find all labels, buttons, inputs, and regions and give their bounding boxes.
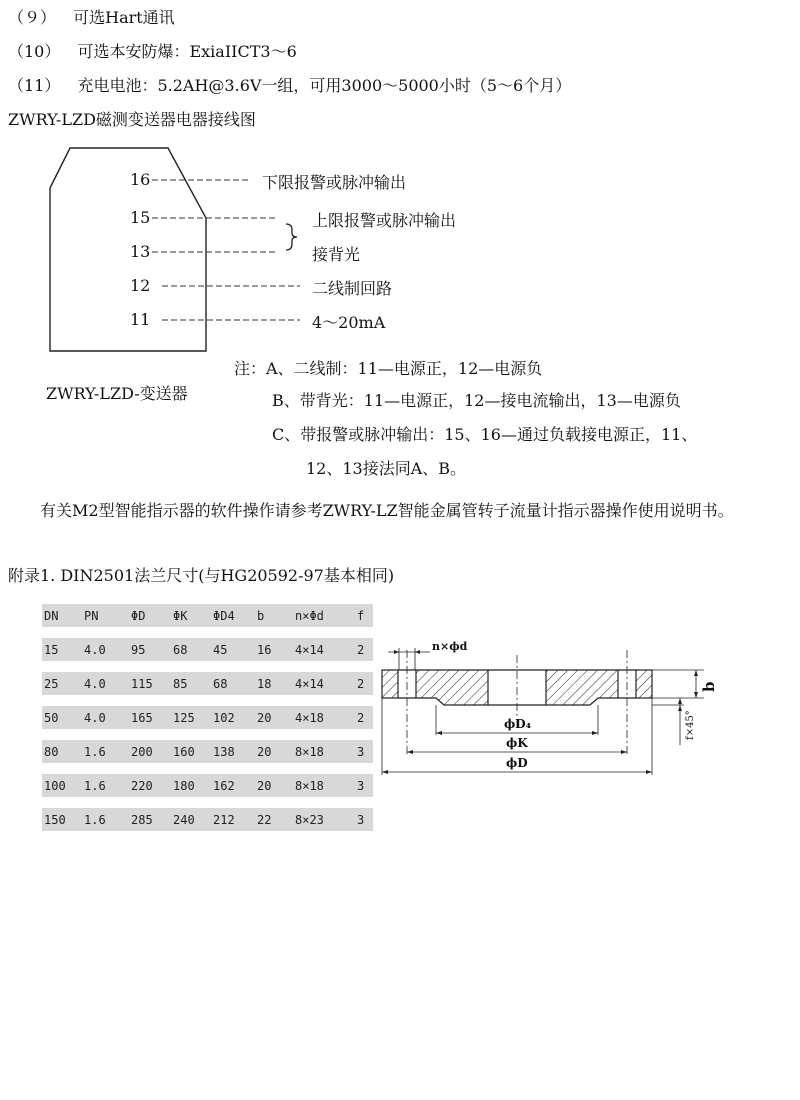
dim-label-k: ϕK	[506, 736, 528, 750]
pin-15: 15	[130, 208, 151, 227]
dim-chamfer	[652, 698, 696, 745]
dim-label-d: ϕD	[506, 756, 528, 770]
table-cell: 20	[257, 778, 272, 793]
table-cell: 4.0	[84, 710, 106, 725]
pin-12: 12	[130, 276, 151, 295]
dim-label-b: b	[700, 681, 718, 692]
table-cell: 18	[257, 676, 272, 691]
dim-label-d4: ϕD₄	[504, 717, 531, 731]
pin-13-desc: 接背光	[312, 245, 361, 264]
table-cell: 165	[131, 710, 153, 725]
table-cell: 125	[173, 710, 195, 725]
feature-text: 充电电池：5.2AH@3.6V一组，可用3000～5000小时（5～6个月）	[77, 76, 572, 95]
table-cell: 85	[173, 676, 188, 691]
table-row	[42, 740, 373, 763]
table-cell: 50	[44, 710, 59, 725]
table-header: b	[257, 608, 265, 623]
feature-text: 可选本安防爆：ExiaIICT3～6	[77, 42, 297, 61]
table-cell: 1.6	[84, 778, 106, 793]
feature-num: （９）	[8, 8, 57, 27]
wiring-title: ZWRY-LZD磁测变送器电器接线图	[8, 110, 256, 129]
table-cell: 15	[44, 642, 59, 657]
table-cell: 8×23	[295, 812, 324, 827]
feature-num: （10）	[8, 42, 61, 61]
pin-11: 11	[130, 310, 151, 329]
table-cell: 3	[357, 744, 365, 759]
table-row	[42, 808, 373, 831]
table-cell: 8×18	[295, 778, 324, 793]
table-cell: 1.6	[84, 744, 106, 759]
software-reference-paragraph: 有关M2型智能指示器的软件操作请参考ZWRY-LZ智能金属管转子流量计指示器操作使用说明书。	[40, 501, 734, 520]
table-cell: 180	[173, 778, 195, 793]
table-cell: 138	[213, 744, 235, 759]
table-cell: 4×14	[295, 676, 324, 691]
pin-15-desc: 上限报警或脉冲输出	[312, 211, 457, 230]
table-cell: 68	[213, 676, 228, 691]
feature-10	[8, 42, 297, 62]
dim-label-chamfer: f×45°	[685, 710, 696, 740]
note-b: B、带背光：11—电源正，12—接电流输出，13—电源负	[272, 391, 681, 410]
flange-drawing	[370, 630, 730, 790]
table-cell: 160	[173, 744, 195, 759]
pin-11-desc: 4～20mA	[312, 313, 386, 332]
dim-thickness	[694, 670, 718, 698]
table-cell: 150	[44, 812, 66, 827]
table-cell: 220	[131, 778, 153, 793]
table-header: ΦD	[131, 608, 146, 623]
table-cell: 2	[357, 710, 365, 725]
table-cell: 3	[357, 778, 365, 793]
table-cell: 1.6	[84, 812, 106, 827]
table-header-row	[42, 604, 373, 627]
table-cell: 3	[357, 812, 365, 827]
note-a: 注：A、二线制：11—电源正，12—电源负	[234, 359, 543, 378]
pin-16: 16	[130, 170, 151, 189]
table-cell: 8×18	[295, 744, 324, 759]
table-header: n×Φd	[295, 608, 324, 623]
brace-icon	[286, 224, 297, 250]
table-row	[42, 638, 373, 661]
table-header: ΦK	[173, 608, 188, 623]
table-cell: 240	[173, 812, 195, 827]
pin-16-desc: 下限报警或脉冲输出	[262, 173, 407, 192]
table-cell: 2	[357, 642, 365, 657]
table-cell: 162	[213, 778, 235, 793]
table-cell: 4.0	[84, 676, 106, 691]
table-header: f	[357, 608, 365, 623]
table-cell: 16	[257, 642, 272, 657]
table-header: ΦD4	[213, 608, 235, 623]
feature-num: （11）	[8, 76, 61, 95]
note-c-cont: 12、13接法同A、B。	[306, 459, 467, 478]
table-header: DN	[44, 608, 59, 623]
device-label: ZWRY-LZD-变送器	[46, 384, 188, 403]
table-cell: 95	[131, 642, 146, 657]
table-row	[42, 706, 373, 729]
pin-12-desc: 二线制回路	[312, 279, 393, 298]
extension-lines	[382, 648, 704, 775]
table-cell: 212	[213, 812, 235, 827]
table-cell: 20	[257, 710, 272, 725]
dim-d	[382, 756, 652, 774]
dim-bolt-hole	[388, 640, 468, 654]
note-c: C、带报警或脉冲输出：15、16—通过负载接电源正，11、	[272, 425, 698, 444]
table-row	[42, 672, 373, 695]
table-cell: 22	[257, 812, 272, 827]
table-cell: 200	[131, 744, 153, 759]
feature-text: 可选Hart通讯	[73, 8, 175, 27]
device-outline	[50, 148, 206, 351]
flange-dimension-table	[42, 604, 373, 831]
pin-13: 13	[130, 242, 151, 261]
table-cell: 2	[357, 676, 365, 691]
dim-k	[407, 736, 627, 754]
table-cell: 100	[44, 778, 66, 793]
feature-11	[8, 76, 571, 96]
table-cell: 4×18	[295, 710, 324, 725]
table-cell: 285	[131, 812, 153, 827]
table-cell: 4×14	[295, 642, 324, 657]
table-cell: 115	[131, 676, 153, 691]
table-cell: 4.0	[84, 642, 106, 657]
table-cell: 25	[44, 676, 59, 691]
table-cell: 45	[213, 642, 228, 657]
table-cell: 80	[44, 744, 59, 759]
feature-9	[8, 8, 175, 28]
table-cell: 102	[213, 710, 235, 725]
dim-d4	[436, 717, 598, 735]
table-cell: 68	[173, 642, 188, 657]
dim-label-nd: n×ϕd	[432, 640, 468, 653]
table-header: PN	[84, 608, 99, 623]
table-row	[42, 774, 373, 797]
table-cell: 20	[257, 744, 272, 759]
appendix-title: 附录1. DIN2501法兰尺寸(与HG20592-97基本相同)	[8, 566, 395, 585]
